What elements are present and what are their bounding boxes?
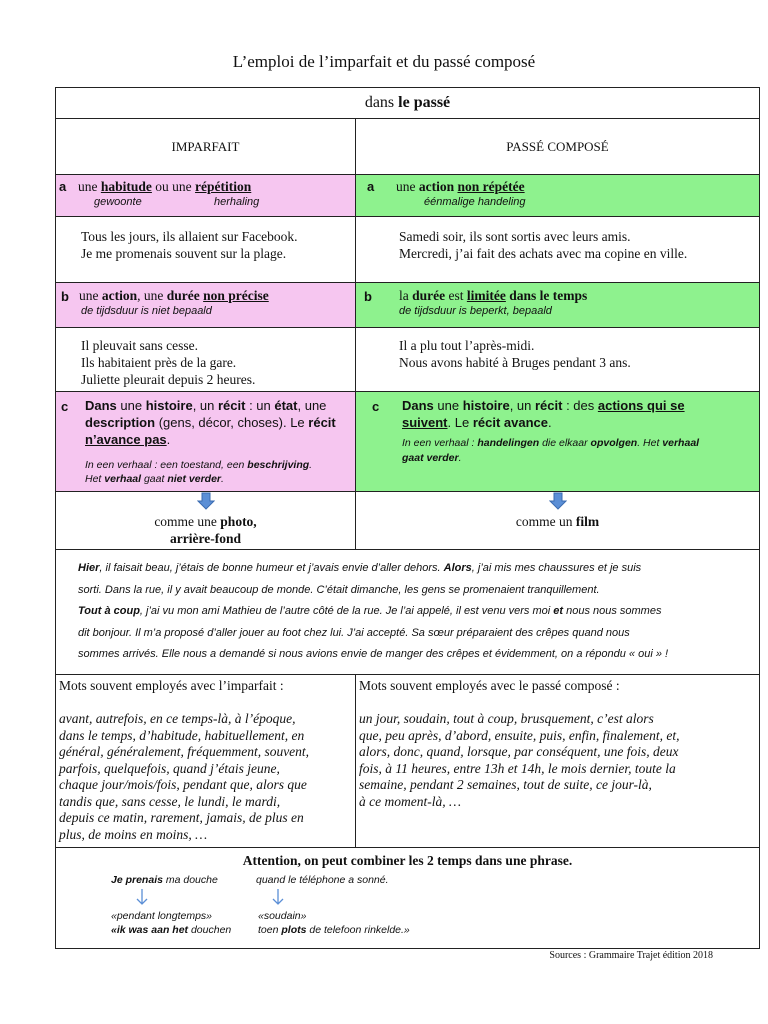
rule-a-imparfait: a une habitude ou une répétition gewoonte herhaling: [56, 175, 356, 216]
story-row: [56, 550, 759, 675]
rule-a-row: [56, 175, 759, 217]
column-header-row: [56, 119, 759, 175]
rule-b-row: [56, 283, 759, 328]
mots-passe-compose: Mots souvent employés avec le passé composé : un jour, soudain, tout à coup, brusquement, c’est alors que, peu après, d’abord, ensuite, puis, enfin, finalement, et, alors, donc, quand, lorsque, par conséquent, une fois, deux fois, à 11 heures, entre 13h et 14h, le mois dernier, toute la semaine, pendant 2 semaines, tout de suite, ce jour-là, à ce moment-là, …: [359, 678, 680, 809]
down-arrow-icon: [549, 492, 567, 510]
comme-passe-compose: comme un film: [356, 492, 759, 549]
example-b-imparfait: Il pleuvait sans cesse. Ils habitaient près de la gare. Juliette pleurait depuis 2 heures.: [56, 328, 356, 391]
down-arrow-icon: [197, 492, 215, 510]
example-b-passe-compose: Il a plu tout l’après-midi. Nous avons habité à Bruges pendant 3 ans.: [399, 338, 631, 370]
example-b-row: [56, 328, 759, 392]
rule-c-row: [56, 392, 759, 492]
rule-b-passe-compose: b la durée est limitée dans le temps de tijdsduur is beperkt, bepaald: [356, 283, 759, 327]
sources-note: Sources : Grammaire Trajet édition 2018: [549, 950, 713, 961]
header-text: dans le passé: [364, 94, 451, 111]
example-a-row: [56, 217, 759, 283]
rule-c-imparfait: c Dans une histoire, un récit : un état, une description (gens, décor, choses). Le récit n’avance pas. In een verhaal : een toestand, een beschrijving. Het verhaal gaat niet verder.: [56, 392, 356, 491]
passe-compose-heading: PASSÉ COMPOSÉ: [506, 139, 609, 154]
rule-a-passe-compose: a une action non répétée éénmalige handeling: [356, 175, 759, 216]
comme-imparfait: comme une photo, arrière-fond: [56, 492, 356, 549]
attention-row: Attention, on peut combiner les 2 temps dans une phrase. Je prenais ma douche quand le téléphone a sonné. «pendant longtemps» «soudain» «ik was aan het douchen toen plots de telefoon rinkelde.»: [111, 853, 573, 936]
imparfait-heading: IMPARFAIT: [56, 119, 356, 174]
mots-imparfait: Mots souvent employés avec l’imparfait : avant, autrefois, en ce temps-là, à l’époque, dans le temps, d’habitude, habituellement, en général, généralement, fréquemment, souvent, parfois, quelquefois, quand j’étais jeune, chaque jour/mois/fois, pendant que, alors que tandis que, sans cesse, le lundi, le mardi, depuis ce matin, rarement, jamais, de plus en plus, de moins en moins, …: [56, 675, 356, 847]
rule-b-imparfait: b une action, une durée non précise de tijdsduur is niet bepaald: [56, 283, 356, 327]
example-a-imparfait: Tous les jours, ils allaient sur Facebook. Je me promenais souvent sur la plage.: [56, 217, 356, 282]
comme-row: [56, 492, 759, 550]
example-a-passe-compose: Samedi soir, ils sont sortis avec leurs amis. Mercredi, j’ai fait des achats avec ma copine en ville.: [399, 229, 688, 261]
story-text: Hier, il faisait beau, j’étais de bonne humeur et j’avais envie d’aller dehors. Alors, j’ai mis mes chaussures et je suis sorti. Dans la rue, il y avait beaucoup de monde. C’était dimanche, les gens se promenaient tranquillement. Tout à coup, j’ai vu mon ami Mathieu de l’autre côté de la rue. Je l’ai appelé, il est venu vers moi et nous nous sommes dit bonjour. Il m’a proposé d’aller jouer au foot chez lui. J’ai accepté. Sa sœur préparaient des crêpes quand nous sommes arrivés. Elle nous a demandé si nous avions envie de manger des crêpes et évidemment, on a répondu « oui » !: [78, 562, 669, 660]
header-row: [56, 88, 759, 119]
down-arrow-icon: [136, 888, 148, 906]
grammar-table: [55, 87, 760, 949]
mots-row: [56, 675, 759, 848]
down-arrow-icon: [272, 888, 284, 906]
page-title: L’emploi de l’imparfait et du passé composé: [232, 52, 536, 71]
rule-c-passe-compose: c Dans une histoire, un récit : des actions qui se suivent. Le récit avance. In een verhaal : handelingen die elkaar opvolgen. Het verhaal gaat verder.: [356, 392, 759, 491]
